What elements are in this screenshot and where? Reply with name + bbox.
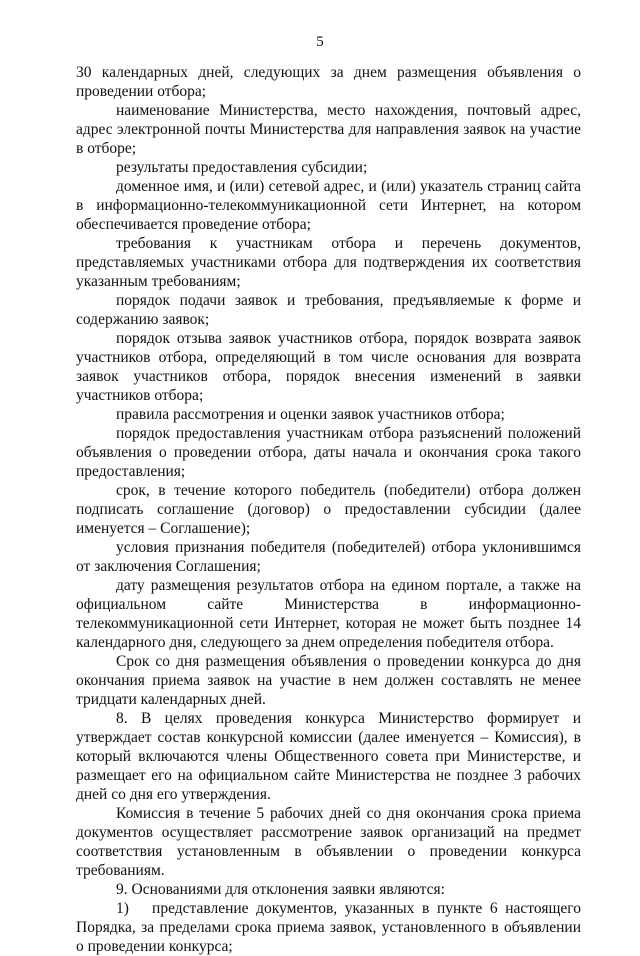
paragraph: наименование Министерства, место нахождения, почтовый адрес, адрес электронной почты Министерства для направления заявок на участие в отборе; xyxy=(76,102,581,157)
paragraph: Срок со дня размещения объявления о проведении конкурса до дня окончания приема заявок на участие в нем должен составлять не менее тридцати календарных дней. xyxy=(76,653,581,708)
paragraph: порядок отзыва заявок участников отбора, порядок возврата заявок участников отбора, определяющий в том числе основания для возврата заявок участников отбора, порядок внесения изменений в заявки участников отбора; xyxy=(76,330,581,404)
paragraph: дату размещения результатов отбора на едином портале, а также на официальном сайте Министерства в информационно-телекоммуникационной сети Интернет, которая не может быть позднее 14 календарного дня, следующего за днем определения победителя отбора. xyxy=(76,577,581,651)
paragraph: срок, в течение которого победитель (победители) отбора должен подписать соглашение (договор) о предоставлении субсидии (далее именуется – Соглашение); xyxy=(76,482,581,537)
paragraph: 1) представление документов, указанных в пункте 6 настоящего Порядка, за пределами срока приема заявок, установленного в объявлении о проведении конкурса; xyxy=(76,900,581,955)
paragraph: Комиссия в течение 5 рабочих дней со дня окончания срока приема документов осуществляет рассмотрение заявок организаций на предмет соответствия установленным в объявлении о проведении конкурса требованиям. xyxy=(76,805,581,879)
paragraph: порядок предоставления участникам отбора разъяснений положений объявления о проведении отбора, даты начала и окончания срока такого предоставления; xyxy=(76,425,581,480)
document-body xyxy=(76,63,581,956)
paragraph: результаты предоставления субсидии; xyxy=(116,159,368,176)
paragraph: условия признания победителя (победителей) отбора уклонившимся от заключения Соглашения; xyxy=(76,539,581,575)
paragraph: доменное имя, и (или) сетевой адрес, и (или) указатель страниц сайта в информационно-телекоммуникационной сети Интернет, на котором обеспечивается проведение отбора; xyxy=(76,178,581,233)
paragraph: 9. Основаниями для отклонения заявки являются: xyxy=(116,881,445,898)
paragraph: порядок подачи заявок и требования, предъявляемые к форме и содержанию заявок; xyxy=(76,292,581,328)
paragraph: правила рассмотрения и оценки заявок участников отбора; xyxy=(116,406,505,423)
paragraph: 30 календарных дней, следующих за днем размещения объявления о проведении отбора; xyxy=(76,64,581,100)
page-number: 5 xyxy=(316,34,324,50)
paragraph: требования к участникам отбора и перечень документов, представляемых участниками отбора для подтверждения их соответствия указанным требованиям; xyxy=(76,235,581,290)
paragraph: 8. В целях проведения конкурса Министерство формирует и утверждает состав конкурсной комиссии (далее именуется – Комиссия), в который включаются члены Общественного совета при Министерстве, и размещает его на официальном сайте Министерства не позднее 3 рабочих дней со дня его утверждения. xyxy=(76,710,581,803)
